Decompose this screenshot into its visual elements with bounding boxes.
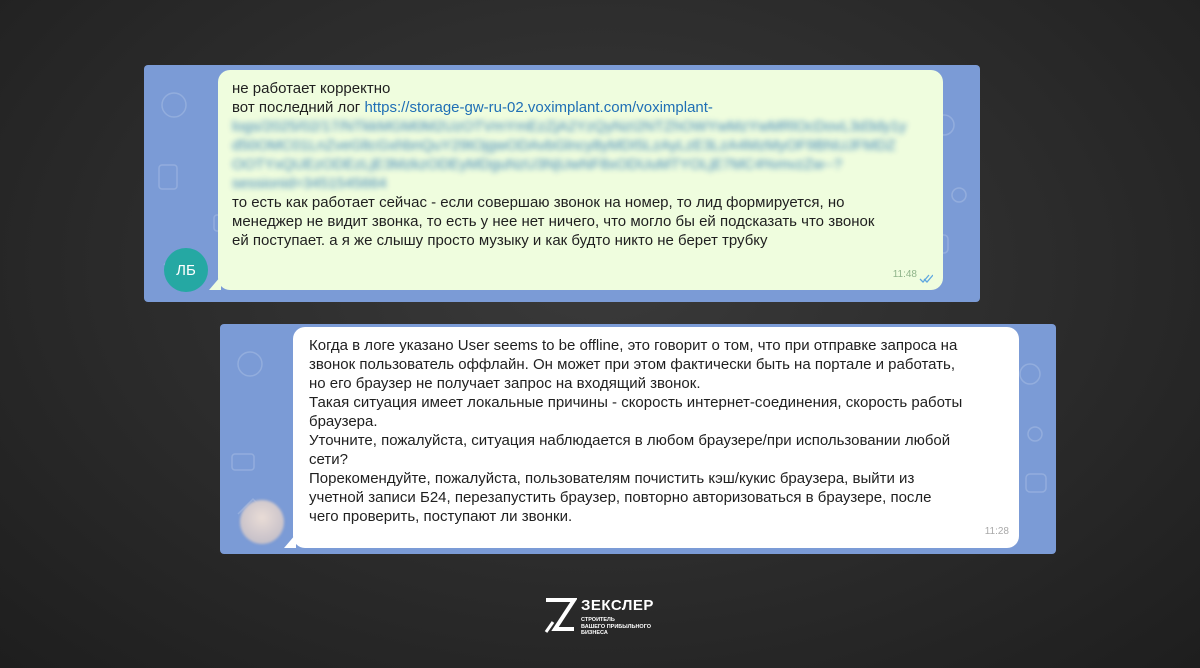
message-bubble-outgoing[interactable] bbox=[218, 70, 943, 290]
redacted-link-line[interactable]: sessionid=3451545664 bbox=[232, 175, 387, 192]
brand-tagline bbox=[581, 617, 651, 637]
brand-tagline-line: СТРОИТЕЛЬ bbox=[581, 617, 615, 623]
brand-logo bbox=[543, 596, 663, 636]
message-text-line: Порекомендуйте, пожалуйста, пользователям почистить кэш/кукис браузера, выйти из bbox=[309, 470, 915, 487]
message-text-line: Уточните, пожалуйста, ситуация наблюдается в любом браузере/при использовании любой bbox=[309, 432, 951, 449]
message-timestamp: 11:28 bbox=[984, 526, 1009, 537]
brand-z-icon bbox=[543, 596, 577, 636]
message-text-line: но его браузер не получает запрос на входящий звонок. bbox=[309, 375, 701, 392]
brand-name: ЗЕКСЛЕР bbox=[581, 597, 654, 614]
message-text-line: не работает корректно bbox=[232, 80, 391, 97]
message-text-line: Такая ситуация имеет локальные причины - скорость интернет-соединения, скорость работы bbox=[309, 394, 963, 411]
avatar-initials: ЛБ bbox=[176, 261, 196, 279]
message-text-line: звонок пользователь оффлайн. Он может при этом фактически быть на портале и работать, bbox=[309, 356, 956, 373]
message-text-line bbox=[232, 98, 929, 117]
message-timestamp: 11:48 bbox=[892, 269, 917, 280]
message-text-line: сети? bbox=[309, 451, 348, 468]
redacted-link-line[interactable]: d50OMC01LnZveGltcGxhbnQuY29tOjgwODAvbGlncy8yMDI5LzAyLzE3LzA4MzMyOF9BNUJFMDZ bbox=[232, 137, 896, 154]
log-prefix: вот последний лог bbox=[232, 99, 365, 116]
avatar[interactable] bbox=[240, 500, 284, 544]
message-text-line: менеджер не видит звонка, то есть у нее нет ничего, что могло бы ей подсказать что звонок bbox=[232, 213, 875, 230]
message-text-line: чего проверить, поступают ли звонки. bbox=[309, 508, 573, 525]
message-text-line: учетной записи Б24, перезапустить браузер, повторно авторизоваться в браузере, после bbox=[309, 489, 932, 506]
avatar[interactable] bbox=[164, 248, 208, 292]
double-check-icon bbox=[919, 274, 933, 283]
message-text-line: браузера. bbox=[309, 413, 378, 430]
message-text-line: ей поступает. а я же слышу просто музыку и как будто никто не берет трубку bbox=[232, 232, 768, 249]
log-link[interactable]: https://storage-gw-ru-02.voximplant.com/voximplant- bbox=[364, 99, 713, 116]
brand-tagline-line: ВАШЕГО ПРИБЫЛЬНОГО bbox=[581, 623, 652, 630]
redacted-link-line[interactable]: logs/2025/02/17/NTkkMGM0M2UzOTVmYmEzZjA2YzQyNzI2NTZhOWYwMzYwMRlOcDovL3d3dy1y bbox=[232, 118, 907, 135]
message-text-line: Когда в логе указано User seems to be offline, это говорит о том, что при отправке запроса на bbox=[309, 337, 958, 354]
message-bubble-incoming[interactable] bbox=[293, 327, 1019, 548]
redacted-link-line[interactable]: OOTYxQUEzODEzLjE3MzkzODEyMDguNzU3NjUwNF8xODUuMTYOLjE7MC4%mvzZw--? bbox=[232, 156, 843, 173]
message-text-line: то есть как работает сейчас - если совершаю звонок на номер, то лид формируется, но bbox=[232, 194, 845, 211]
brand-tagline-line: БИЗНЕСА bbox=[581, 630, 608, 636]
